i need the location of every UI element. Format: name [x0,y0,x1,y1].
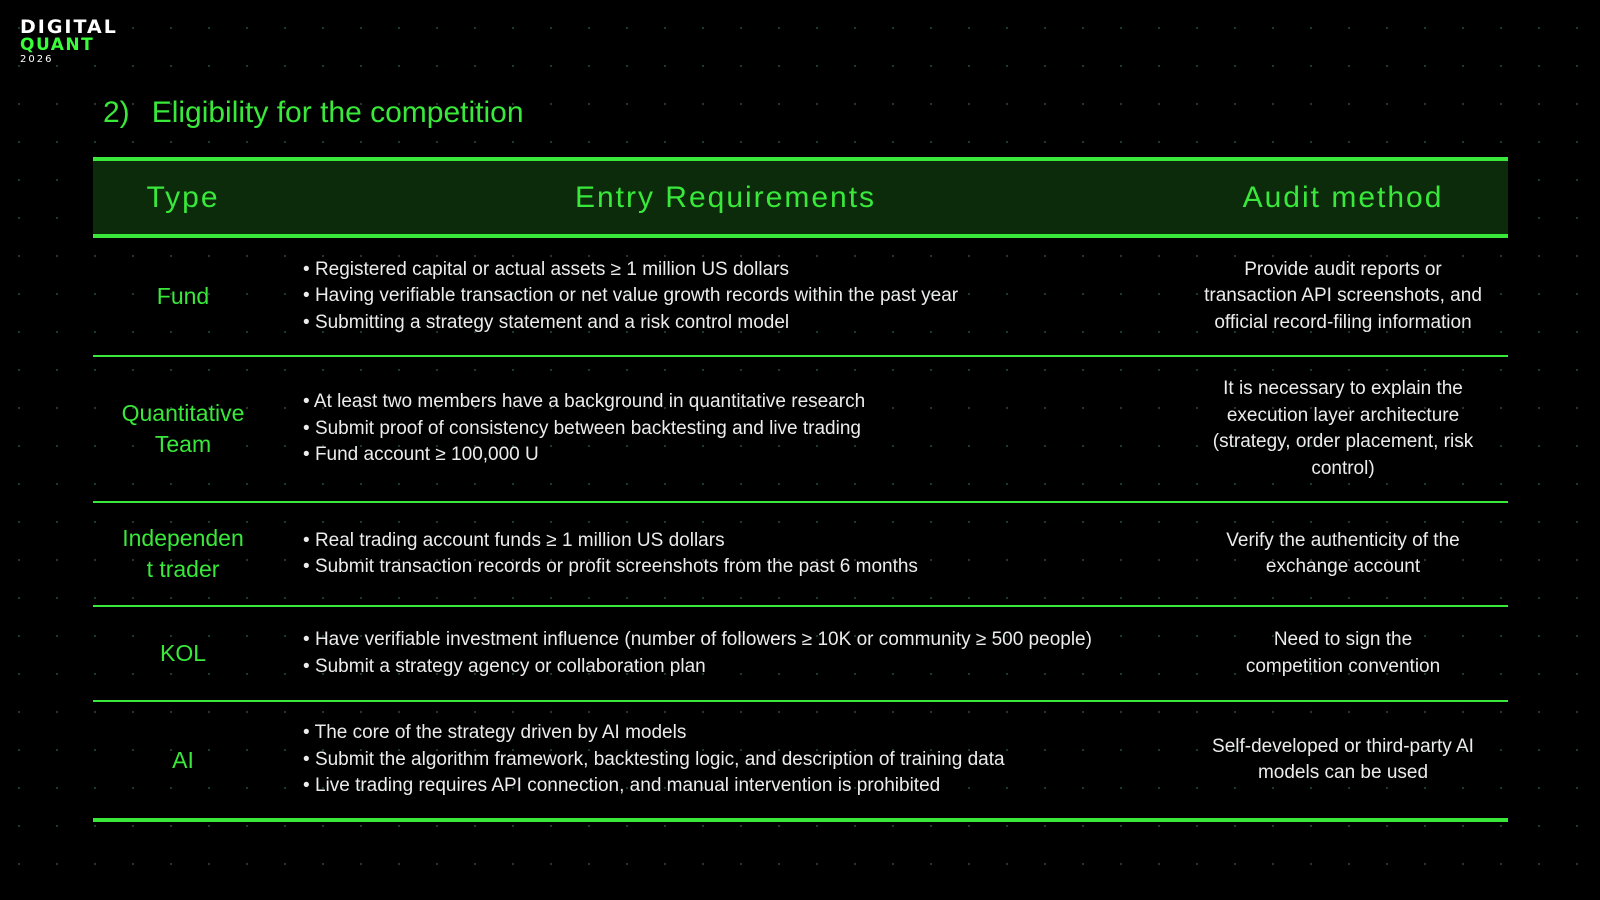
table-row-independent-trader [93,503,1508,607]
requirement-item: • Submit proof of consistency between backtesting and live trading [303,416,1178,443]
logo-line-1: DIGITAL [20,16,118,38]
table-row-kol [93,607,1508,702]
requirement-item: • Submit transaction records or profit screenshots from the past 6 months [303,554,1178,581]
row-audit: Self-developed or third-party AI models can be used [1212,735,1474,783]
logo-line-3: 2026 [20,54,54,65]
requirement-item: • Real trading account funds ≥ 1 million US dollars [303,528,1178,555]
table-row-fund [93,238,1508,357]
row-type: Fund [156,283,210,309]
section-number: 2) [103,96,130,129]
header-type: Type [146,180,220,214]
row-type: KOL [159,640,207,666]
section-title: Eligibility for the competition [151,96,524,129]
row-requirements [273,389,1178,469]
logo [20,18,118,65]
requirement-item: • Have verifiable investment influence (number of followers ≥ 10K or community ≥ 500 people) [303,627,1178,654]
row-requirements [273,720,1178,800]
requirement-item: • Submitting a strategy statement and a risk control model [303,310,1178,337]
requirement-item: • Having verifiable transaction or net value growth records within the past year [303,283,1178,310]
logo-line-2: QUANT [20,35,95,55]
requirement-item: • Fund account ≥ 100,000 U [303,442,1178,469]
requirement-item: • At least two members have a background in quantitative research [303,389,1178,416]
table-header [93,157,1508,238]
row-requirements [273,528,1178,581]
eligibility-table [93,157,1508,822]
requirement-item: • Submit the algorithm framework, backtesting logic, and description of training data [303,747,1178,774]
requirement-item: • Registered capital or actual assets ≥ 1 million US dollars [303,257,1178,284]
row-audit: Provide audit reports or transaction API screenshots, and official record-filing information [1204,258,1482,333]
row-audit: Need to sign the competition convention [1245,629,1441,677]
row-audit: Verify the authenticity of the exchange account [1226,529,1460,577]
row-requirements [273,627,1178,680]
page-title [103,96,524,130]
table-row-ai [93,702,1508,822]
requirement-item: • The core of the strategy driven by AI models [303,720,1178,747]
requirement-item: • Live trading requires API connection, and manual intervention is prohibited [303,773,1178,800]
header-audit: Audit method [1242,180,1444,214]
row-type: Quantitative Team [121,400,245,457]
requirement-item: • Submit a strategy agency or collaboration plan [303,654,1178,681]
table-row-quantitative-team [93,357,1508,503]
row-audit: It is necessary to explain the execution layer architecture (strategy, order placement, risk control) [1212,378,1474,479]
row-type: AI [172,746,194,773]
row-type: Independent trader [122,525,244,582]
row-requirements [273,257,1178,337]
header-requirements: Entry Requirements [574,180,877,214]
